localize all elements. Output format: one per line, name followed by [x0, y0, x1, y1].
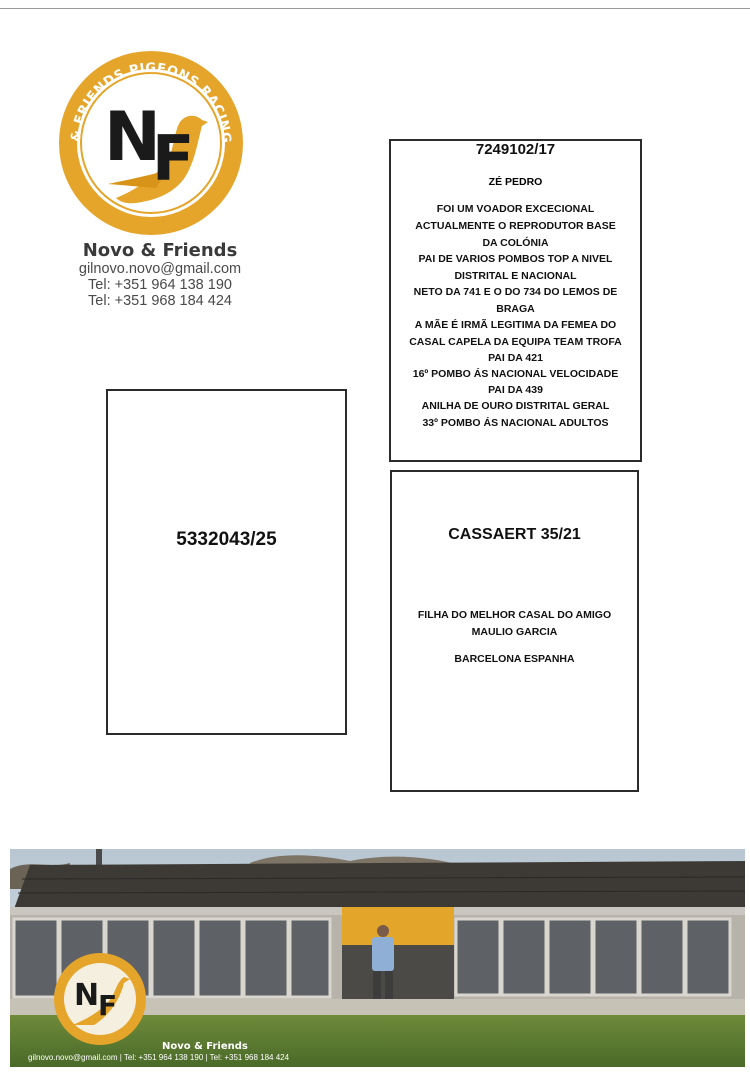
sire-owner: ZÉ PEDRO: [488, 176, 543, 188]
svg-text:F: F: [152, 122, 195, 195]
sire-line: DISTRITAL E NACIONAL: [454, 270, 577, 282]
sire-line: PAI DA 439: [488, 384, 543, 396]
loft-photo: [10, 849, 745, 1067]
sire-ring-number: 7249102/17: [475, 141, 556, 158]
dam-description: [392, 607, 637, 668]
dam-ring-number: CASSAERT 35/21: [448, 526, 581, 543]
dam-location: BARCELONA ESPANHA: [454, 653, 575, 665]
sire-line: ANILHA DE OURO DISTRITAL GERAL: [421, 400, 610, 412]
dam-line: MAULIO GARCIA: [471, 626, 558, 638]
svg-text:F: F: [98, 989, 118, 1022]
sire-box: [389, 139, 642, 462]
bird-ring-number: 5332043/25: [176, 529, 277, 550]
banner-logo-icon: [54, 953, 146, 1045]
top-rule: [0, 8, 750, 9]
sire-line: BRAGA: [496, 303, 535, 315]
banner-contact: gilnovo.novo@gmail.com | Tel: +351 964 138 190 | Tel: +351 968 184 424: [28, 1053, 290, 1062]
contact-phone-1: Tel: +351 964 138 190: [88, 277, 232, 293]
dam-box: [390, 470, 639, 792]
sire-line: FOI UM VOADOR EXCECIONAL: [436, 203, 595, 215]
sire-description: [391, 201, 640, 432]
sire-line: 16º POMBO ÁS NACIONAL VELOCIDADE: [412, 368, 619, 380]
sire-line: PAI DA 421: [488, 352, 543, 364]
brand-name: Novo & Friends: [82, 240, 238, 261]
team-logo: [56, 48, 246, 238]
contact-phone-2: Tel: +351 968 184 424: [88, 293, 232, 309]
sire-line: 33º POMBO ÁS NACIONAL ADULTOS: [422, 417, 609, 429]
dam-line: FILHA DO MELHOR CASAL DO AMIGO: [417, 609, 612, 621]
sire-line: NETO DA 741 E O DO 734 DO LEMOS DE: [413, 286, 618, 298]
sire-line: PAI DE VARIOS POMBOS TOP A NIVEL: [418, 253, 613, 265]
sire-line: DA COLÓNIA: [482, 237, 549, 249]
bird-box: [106, 389, 347, 735]
contact-block: [60, 240, 260, 309]
team-name-arc: & FRIENDS PIGEONS RACING: [68, 60, 234, 144]
contact-email: gilnovo.novo@gmail.com: [78, 261, 242, 277]
svg-text:N: N: [104, 98, 157, 177]
sire-line: A MÃE É IRMÃ LEGITIMA DA FEMEA DO: [414, 319, 617, 331]
sire-line: CASAL CAPELA DA EQUIPA TEAM TROFA: [409, 336, 622, 348]
banner-brand: Novo & Friends: [162, 1041, 248, 1052]
svg-text:N: N: [74, 978, 100, 1013]
sire-line: ACTUALMENTE O REPRODUTOR BASE: [415, 220, 616, 232]
